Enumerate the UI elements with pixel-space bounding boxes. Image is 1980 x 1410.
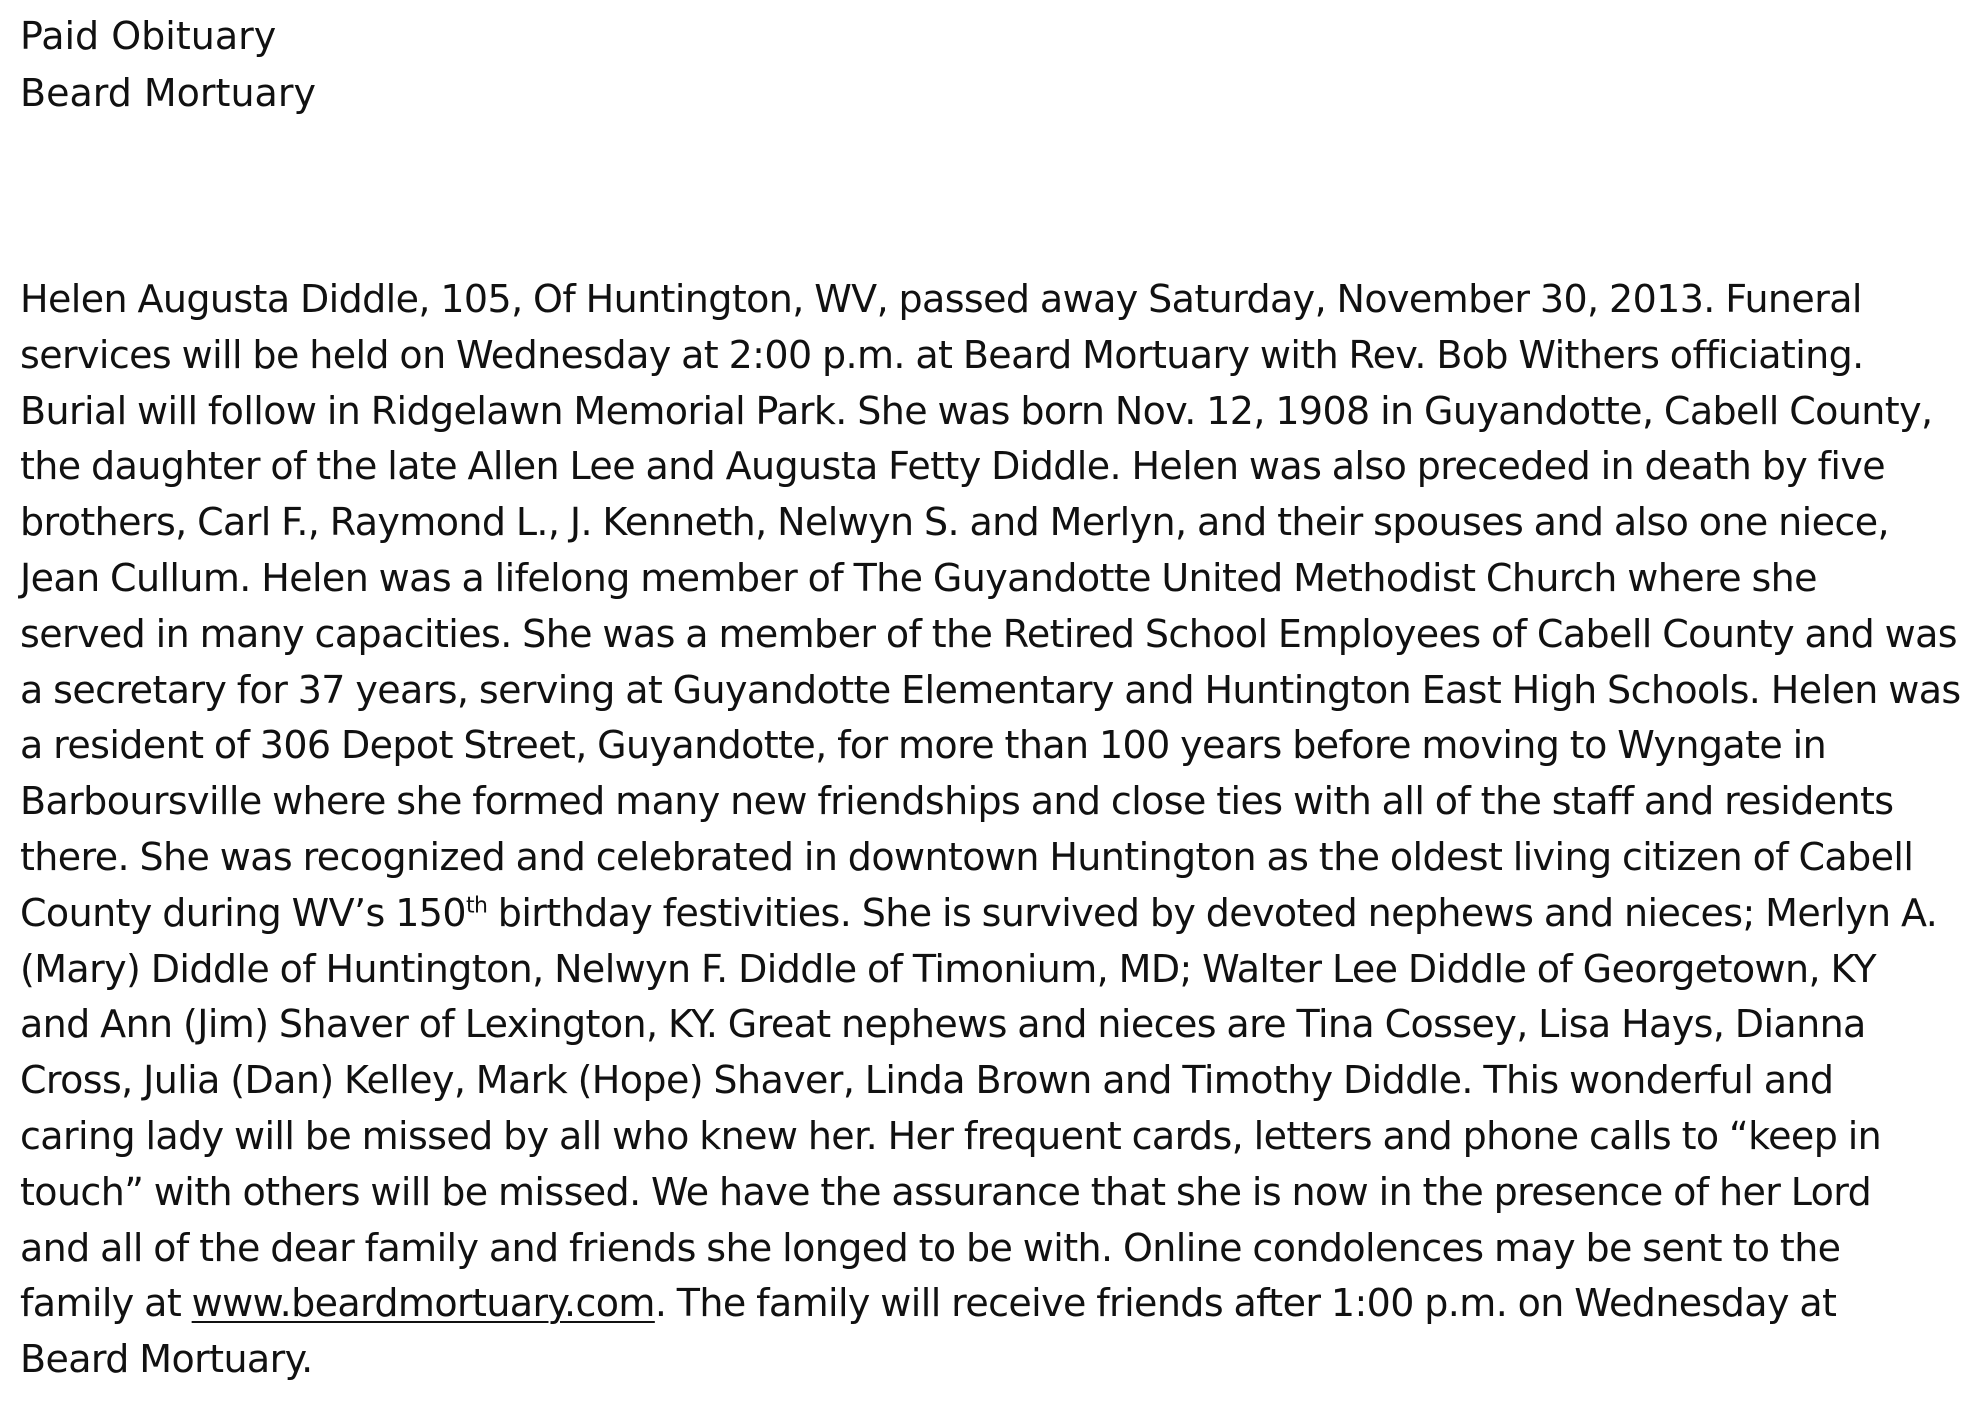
ordinal-superscript: th (465, 893, 488, 919)
header-mortuary-name: Beard Mortuary (20, 71, 316, 115)
obituary-body (20, 272, 1965, 1388)
body-line: and all of the dear family and friends she longed to be with. Online condolences may be sent to the (20, 1225, 1841, 1270)
body-line: (Mary) Diddle of Huntington, Nelwyn F. Diddle of Timonium, MD; Walter Lee Diddle of Georgetown, KY (20, 946, 1877, 991)
body-line: Cross, Julia (Dan) Kelley, Mark (Hope) Shaver, Linda Brown and Timothy Diddle. This wonderful and (20, 1058, 1834, 1103)
body-line: served in many capacities. She was a member of the Retired School Employees of Cabell County and was (20, 611, 1957, 656)
body-line: the daughter of the late Allen Lee and Augusta Fetty Diddle. Helen was also preceded in death by five (20, 444, 1886, 489)
body-line (20, 886, 1965, 942)
body-line: touch” with others will be missed. We have the assurance that she is now in the presence of her Lord (20, 1169, 1872, 1214)
obituary-header (20, 8, 316, 122)
body-text-fragment: birthday festivities. She is survived by devoted nephews and nieces; Merlyn A. (487, 890, 1938, 935)
mortuary-website-link[interactable]: www.beardmortuary.com (191, 1281, 655, 1326)
body-line: there. She was recognized and celebrated in downtown Huntington as the oldest living citizen of Cabell (20, 834, 1914, 879)
body-text-fragment: family at (20, 1281, 192, 1326)
body-line: Barboursville where she formed many new friendships and close ties with all of the staff and residents (20, 779, 1894, 824)
body-line: Helen Augusta Diddle, 105, Of Huntington, WV, passed away Saturday, November 30, 2013. Funeral (20, 277, 1862, 321)
body-line: Burial will follow in Ridgelawn Memorial Park. She was born Nov. 12, 1908 in Guyandotte, Cabell County, (20, 388, 1933, 433)
body-line: a resident of 306 Depot Street, Guyandotte, for more than 100 years before moving to Wyngate in (20, 723, 1827, 768)
body-line: a secretary for 37 years, serving at Guyandotte Elementary and Huntington East High Schools. Helen was (20, 667, 1961, 712)
body-line (20, 1276, 1965, 1332)
body-line: Beard Mortuary. (20, 1337, 313, 1382)
body-line: services will be held on Wednesday at 2:00 p.m. at Beard Mortuary with Rev. Bob Withers officiating. (20, 332, 1864, 377)
body-line: Jean Cullum. Helen was a lifelong member of The Guyandotte United Methodist Church where she (20, 555, 1817, 600)
body-text-fragment: County during WV’s 150 (20, 890, 466, 935)
body-text-fragment: . The family will receive friends after 1:00 p.m. on Wednesday at (654, 1281, 1837, 1326)
header-paid-obituary: Paid Obituary (20, 14, 277, 58)
body-line: and Ann (Jim) Shaver of Lexington, KY. Great nephews and nieces are Tina Cossey, Lisa Hays, Dianna (20, 1002, 1866, 1047)
body-line: caring lady will be missed by all who knew her. Her frequent cards, letters and phone calls to “keep in (20, 1113, 1882, 1158)
body-line: brothers, Carl F., Raymond L., J. Kenneth, Nelwyn S. and Merlyn, and their spouses and also one niece, (20, 500, 1889, 545)
